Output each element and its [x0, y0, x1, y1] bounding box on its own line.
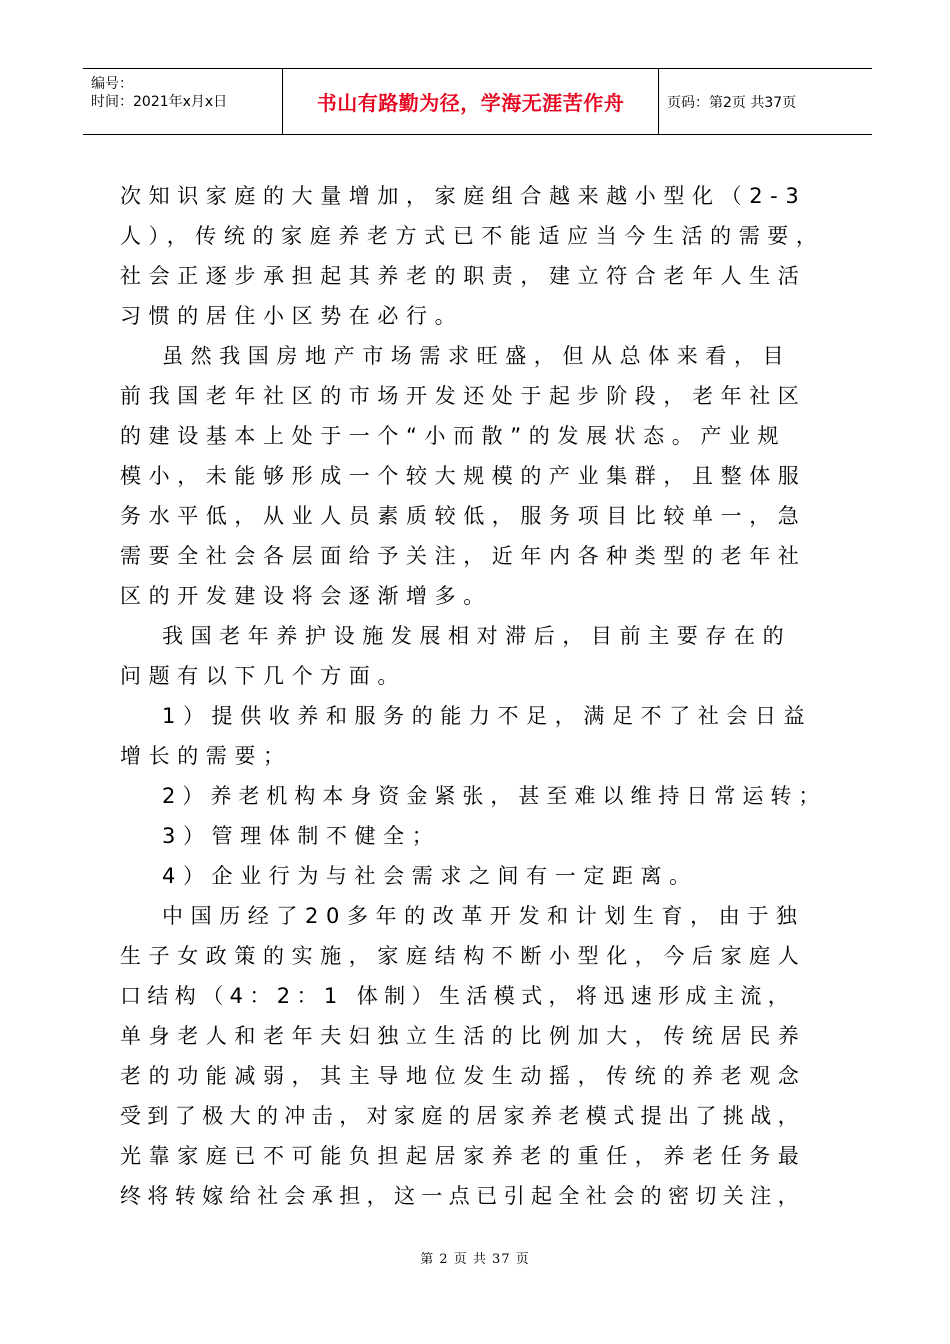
body-line: 终将转嫁给社会承担，这一点已引起全社会的密切关注， [120, 1184, 805, 1208]
body-line: 模小，未能够形成一个较大规模的产业集群，且整体服 [120, 464, 807, 488]
body-line: 人），传统的家庭养老方式已不能适应当今生活的需要， [120, 224, 825, 248]
body-line: 务水平低，从业人员素质较低，服务项目比较单一，急 [120, 504, 807, 528]
header-table [83, 68, 872, 135]
body-line: 社会正逐步承担起其养老的职责，建立符合老年人生活 [120, 264, 807, 288]
body-line: 问题有以下几个方面。 [120, 664, 406, 688]
body-line: 增长的需要； [120, 744, 292, 768]
document-body [120, 176, 840, 1216]
body-line: 单身老人和老年夫妇独立生活的比例加大，传统居民养 [120, 1024, 807, 1048]
body-line: 光靠家庭已不可能负担起居家养老的重任，养老任务最 [120, 1144, 807, 1168]
body-line: 受到了极大的冲击，对家庭的居家养老模式提出了挑战， [120, 1104, 805, 1128]
body-line: 次知识家庭的大量增加，家庭组合越来越小型化（2-3 [120, 184, 807, 208]
body-line: 的建设基本上处于一个“小而散”的发展状态。产业规 [120, 424, 787, 448]
body-line: 1）提供收养和服务的能力不足，满足不了社会日益 [162, 704, 813, 728]
body-line: 老的功能减弱，其主导地位发生动摇，传统的养老观念 [120, 1064, 807, 1088]
header-page-label: 页码：第2页 共37页 [667, 94, 797, 111]
body-line: 虽然我国房地产市场需求旺盛，但从总体来看，目 [162, 344, 792, 368]
body-line: 口结构（4：2：1 体制）生活模式，将迅速形成主流， [120, 984, 796, 1008]
body-line: 3）管理体制不健全； [162, 824, 441, 848]
body-line: 区的开发建设将会逐渐增多。 [120, 584, 492, 608]
body-line: 习惯的居住小区势在必行。 [120, 304, 464, 328]
body-line: 2）养老机构本身资金紧张，甚至难以维持日常运转； [162, 784, 827, 808]
body-line: 生子女政策的实施，家庭结构不断小型化，今后家庭人 [120, 944, 807, 968]
body-line: 4）企业行为与社会需求之间有一定距离。 [162, 864, 698, 888]
page-footer: 第 2 页 共 37 页 [420, 1252, 530, 1267]
time-label: 时间：2021年x月x日 [91, 94, 228, 110]
header-info-cell [83, 69, 283, 134]
number-label: 编号： [91, 76, 133, 92]
header-motto: 书山有路勤为径，学海无涯苦作舟 [283, 69, 659, 134]
body-line: 前我国老年社区的市场开发还处于起步阶段，老年社区 [120, 384, 807, 408]
body-line: 我国老年养护设施发展相对滞后，目前主要存在的 [162, 624, 792, 648]
body-line: 需要全社会各层面给予关注，近年内各种类型的老年社 [120, 544, 807, 568]
body-line: 中国历经了20多年的改革开发和计划生育，由于独 [162, 904, 805, 928]
